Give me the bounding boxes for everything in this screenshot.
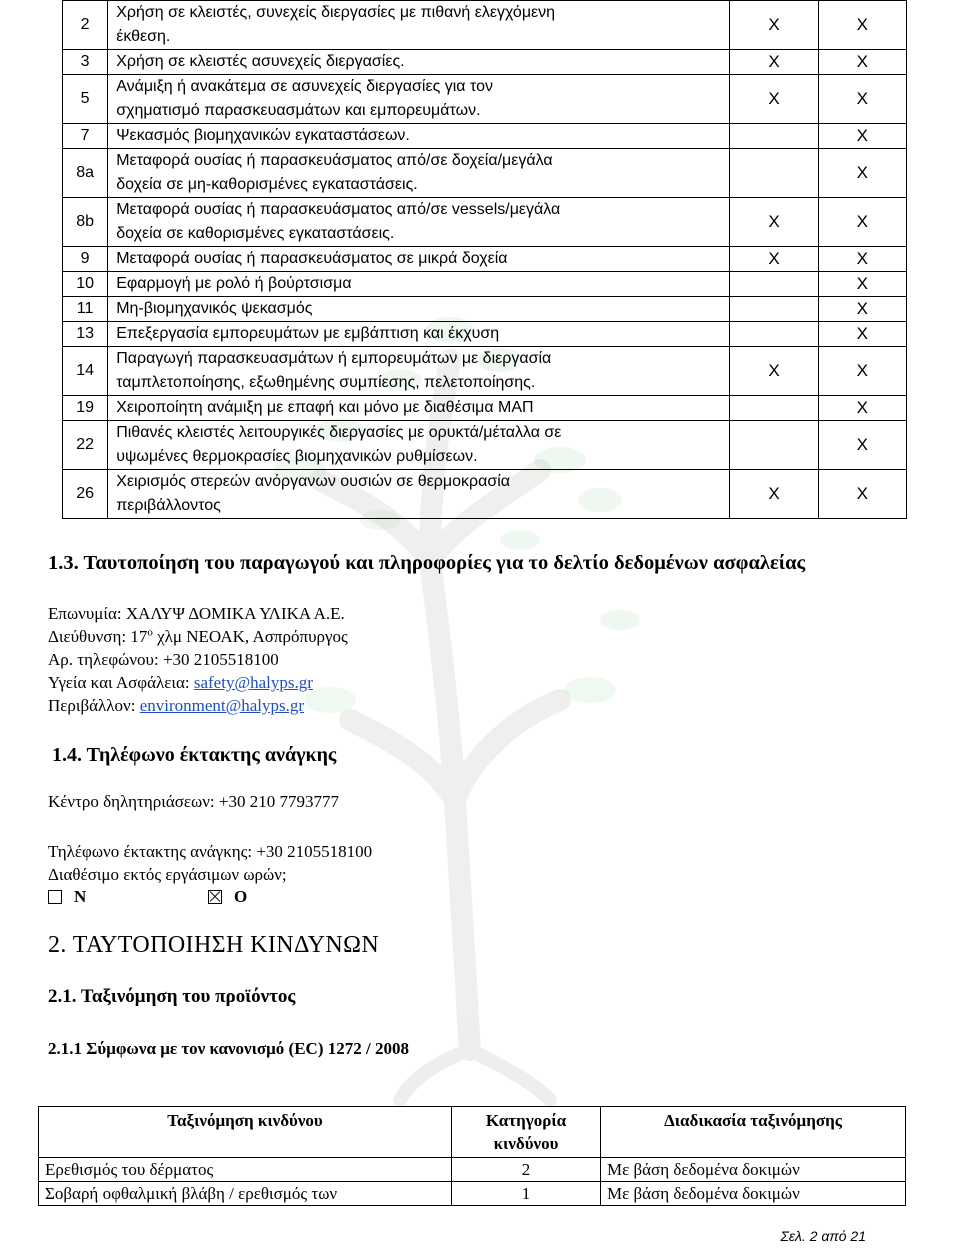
hazard-cell: Με βάση δεδομένα δοκιμών xyxy=(601,1158,906,1182)
process-number: 7 xyxy=(63,124,108,149)
process-description-line: δοχεία σε μη-καθορισμένες εγκαταστάσεις. xyxy=(116,176,418,193)
process-mark-col2: X xyxy=(818,75,906,124)
hazard-cell: 2 xyxy=(452,1158,601,1182)
poison-center-phone: Κέντρο δηλητηριάσεων: +30 210 7793777 xyxy=(48,792,339,811)
process-mark-col2: X xyxy=(818,247,906,272)
hazard-header-classification: Ταξινόμηση κινδύνου xyxy=(39,1107,452,1158)
hazard-table-header xyxy=(39,1107,906,1158)
table-row xyxy=(63,421,907,470)
process-mark-col2: X xyxy=(818,198,906,247)
process-description xyxy=(108,198,730,247)
process-mark-col2: X xyxy=(818,50,906,75)
hazard-classification-table xyxy=(38,1106,906,1206)
checkbox-yes-icon[interactable] xyxy=(48,890,62,904)
process-description-line: Χειρισμός στερεών ανόργανων ουσιών σε θερμοκρασία xyxy=(116,473,511,490)
process-number: 8a xyxy=(63,149,108,198)
process-mark-col1 xyxy=(730,272,818,297)
process-mark-col2: X xyxy=(818,322,906,347)
process-mark-col1: X xyxy=(730,247,818,272)
table-row xyxy=(63,247,907,272)
process-description-line: Παραγωγή παρασκευασμάτων ή εμπορευμάτων με διεργασία xyxy=(116,350,552,367)
process-number: 22 xyxy=(63,421,108,470)
option-no-label: Ο xyxy=(234,887,248,906)
process-mark-col1 xyxy=(730,124,818,149)
table-row xyxy=(63,124,907,149)
process-description-line: Μεταφορά ουσίας ή παρασκευάσματος από/σε vessels/μεγάλα xyxy=(116,201,561,218)
process-description-line: σχηματισμό παρασκευασμάτων και εμπορευμάτων. xyxy=(116,102,481,119)
process-description xyxy=(108,396,730,421)
environment-email-link[interactable]: environment@halyps.gr xyxy=(139,696,305,715)
process-description xyxy=(108,297,730,322)
hazard-header-category: Κατηγορία κινδύνου xyxy=(452,1107,601,1158)
process-number: 26 xyxy=(63,470,108,519)
safety-email-link[interactable]: safety@halyps.gr xyxy=(193,673,313,692)
process-description-line: Μη-βιομηχανικός ψεκασμός xyxy=(116,300,313,317)
process-number: 14 xyxy=(63,347,108,396)
process-description xyxy=(108,75,730,124)
process-mark-col2: X xyxy=(818,421,906,470)
hazard-cell: 1 xyxy=(452,1182,601,1206)
process-mark-col2: X xyxy=(818,124,906,149)
process-description-line: Ψεκασμός βιομηχανικών εγκαταστάσεων. xyxy=(116,127,410,144)
process-description xyxy=(108,272,730,297)
process-number: 8b xyxy=(63,198,108,247)
safety-contact: Υγεία και Ασφάλεια: safety@halyps.gr xyxy=(48,673,313,692)
process-description xyxy=(108,149,730,198)
table-row xyxy=(39,1182,906,1206)
process-description-line: υψωμένες θερμοκρασίες βιομηχανικών ρυθμίσεων. xyxy=(116,448,478,465)
process-mark-col1: X xyxy=(730,1,818,50)
table-row xyxy=(63,149,907,198)
company-name: Επωνυμία: ΧΑΛΥΨ ΔΟΜΙΚΑ ΥΛΙΚΑ Α.Ε. xyxy=(48,604,345,623)
process-mark-col1: X xyxy=(730,75,818,124)
process-description-line: Μεταφορά ουσίας ή παρασκευάσματος από/σε δοχεία/μεγάλα xyxy=(116,152,553,169)
company-phone: Αρ. τηλεφώνου: +30 2105518100 xyxy=(48,650,279,669)
process-description-line: Μεταφορά ουσίας ή παρασκευάσματος σε μικρά δοχεία xyxy=(116,250,508,267)
process-description-line: ταμπλετοποίησης, εξωθημένης συμπίεσης, πελετοποίησης. xyxy=(116,374,536,391)
emergency-phone: Τηλέφωνο έκτακτης ανάγκης: +30 2105518100 xyxy=(48,842,373,861)
process-mark-col2: X xyxy=(818,272,906,297)
hazard-cell: Με βάση δεδομένα δοκιμών xyxy=(601,1182,906,1206)
process-mark-col1 xyxy=(730,149,818,198)
table-row xyxy=(63,396,907,421)
process-number: 10 xyxy=(63,272,108,297)
process-description xyxy=(108,124,730,149)
process-description xyxy=(108,470,730,519)
process-description-line: έκθεση. xyxy=(116,28,171,45)
table-row xyxy=(39,1158,906,1182)
environment-contact: Περιβάλλον: environment@halyps.gr xyxy=(48,696,305,715)
process-description-line: Πιθανές κλειστές λειτουργικές διεργασίες με ορυκτά/μέταλλα σε xyxy=(116,424,562,441)
section-2-1-title: 2.1. Ταξινόμηση του προϊόντος xyxy=(48,986,296,1007)
option-no[interactable] xyxy=(208,887,247,907)
hazard-header-procedure: Διαδικασία ταξινόμησης xyxy=(601,1107,906,1158)
process-number: 3 xyxy=(63,50,108,75)
table-row xyxy=(63,297,907,322)
table-row xyxy=(63,272,907,297)
table-row xyxy=(63,470,907,519)
after-hours-options xyxy=(48,887,368,911)
section-1-3-title: 1.3. Ταυτοποίηση του παραγωγού και πληροφορίες για το δελτίο δεδομένων ασφαλείας xyxy=(48,552,806,574)
process-description-line: Χειροποίητη ανάμιξη με επαφή και μόνο με διαθέσιμα ΜΑΠ xyxy=(116,399,534,416)
section-1-4-title: 1.4. Τηλέφωνο έκτακτης ανάγκης xyxy=(52,744,337,766)
hazard-cell: Σοβαρή οφθαλμική βλάβη / ερεθισμός των xyxy=(39,1182,452,1206)
process-mark-col2: X xyxy=(818,470,906,519)
process-description xyxy=(108,1,730,50)
process-description-line: Ανάμιξη ή ανακάτεμα σε ασυνεχείς διεργασίες για τον xyxy=(116,78,493,95)
table-row xyxy=(63,75,907,124)
process-mark-col2: X xyxy=(818,149,906,198)
emergency-info xyxy=(48,840,372,886)
table-row xyxy=(63,347,907,396)
after-hours-question: Διαθέσιμο εκτός εργάσιμων ωρών; xyxy=(48,865,287,884)
process-mark-col1: X xyxy=(730,347,818,396)
process-description xyxy=(108,50,730,75)
page-number: Σελ. 2 από 21 xyxy=(780,1228,866,1244)
process-mark-col2: X xyxy=(818,396,906,421)
process-description xyxy=(108,322,730,347)
section-2-title: 2. ΤΑΥΤΟΠΟΙΗΣΗ ΚΙΝΔΥΝΩΝ xyxy=(48,932,380,958)
process-mark-col2: X xyxy=(818,297,906,322)
process-mark-col2: X xyxy=(818,347,906,396)
process-description-line: Εφαρμογή με ρολό ή βούρτσισμα xyxy=(116,275,352,292)
process-description xyxy=(108,347,730,396)
table-row xyxy=(63,322,907,347)
process-description-line: Χρήση σε κλειστές, συνεχείς διεργασίες με πιθανή ελεγχόμενη xyxy=(116,4,556,21)
process-description xyxy=(108,247,730,272)
process-mark-col2: X xyxy=(818,1,906,50)
company-address: Διεύθυνση: $17^o$ χλμ ΝΕΟΑΚ, Ασπρόπυργος xyxy=(48,626,348,646)
checkbox-no-icon[interactable] xyxy=(208,890,222,904)
process-number: 13 xyxy=(63,322,108,347)
process-table xyxy=(62,0,907,519)
process-mark-col1: X xyxy=(730,470,818,519)
option-yes-label: Ν xyxy=(74,887,87,906)
process-mark-col1 xyxy=(730,396,818,421)
process-number: 11 xyxy=(63,297,108,322)
process-description-line: Επεξεργασία εμπορευμάτων με εμβάπτιση και έκχυση xyxy=(116,325,500,342)
process-description-line: δοχεία σε καθορισμένες εγκαταστάσεις. xyxy=(116,225,395,242)
table-row xyxy=(63,1,907,50)
option-yes[interactable] xyxy=(48,887,86,907)
producer-info xyxy=(48,602,348,717)
process-description-line: περιβάλλοντος xyxy=(116,497,221,514)
process-mark-col1 xyxy=(730,322,818,347)
process-description xyxy=(108,421,730,470)
process-mark-col1 xyxy=(730,421,818,470)
process-number: 9 xyxy=(63,247,108,272)
process-mark-col1: X xyxy=(730,50,818,75)
process-number: 2 xyxy=(63,1,108,50)
process-mark-col1 xyxy=(730,297,818,322)
process-mark-col1: X xyxy=(730,198,818,247)
section-2-1-1-title: 2.1.1 Σύμφωνα με τον κανονισμό (EC) 1272 / 2008 xyxy=(48,1039,409,1058)
process-description-line: Χρήση σε κλειστές ασυνεχείς διεργασίες. xyxy=(116,53,405,70)
hazard-cell: Ερεθισμός του δέρματος xyxy=(39,1158,452,1182)
process-number: 5 xyxy=(63,75,108,124)
process-number: 19 xyxy=(63,396,108,421)
table-row xyxy=(63,50,907,75)
table-row xyxy=(63,198,907,247)
